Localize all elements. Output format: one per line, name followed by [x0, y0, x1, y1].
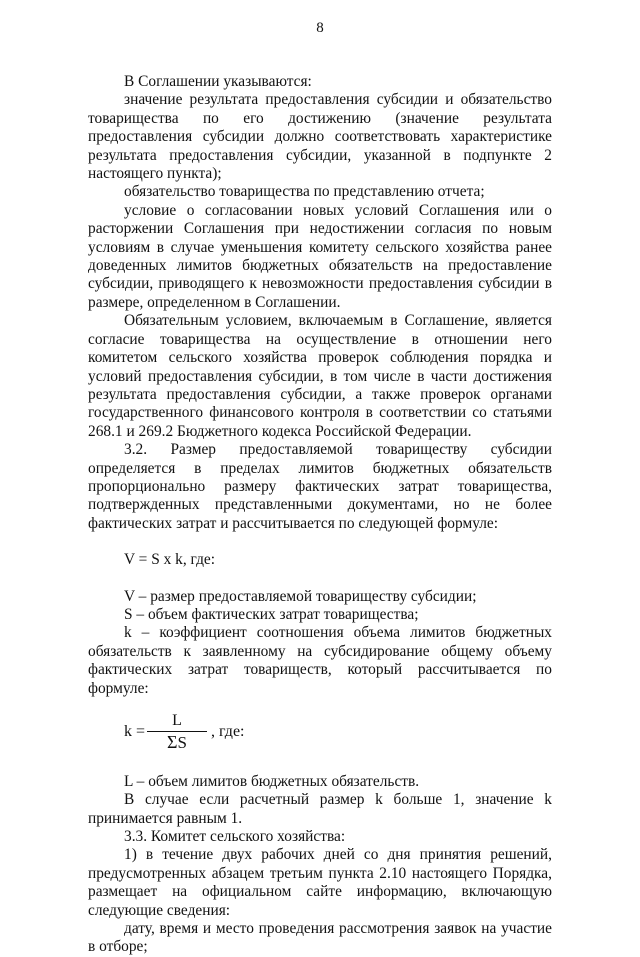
paragraph: S – объем фактических затрат товарищества;: [124, 605, 419, 623]
formula-k: [124, 712, 552, 753]
paragraph: обязательство товарищества по представлению отчета;: [124, 183, 485, 201]
formula-k-rhs: , где:: [211, 723, 245, 741]
paragraph: значение результата предоставления субсидии и обязательство товарищества по его достижению (значение результата предоставления субсидии должно соответствовать характеристике результата предоставления субсидии, указанной в подпункте 2 настоящего пункта);: [88, 91, 552, 183]
paragraph: условие о согласовании новых условий Соглашения или о расторжении Соглашения при недостижении согласия по новым условиям в случае уменьшения комитету сельского хозяйства ранее доведенных лимитов бюджетных обязательств на предоставление субсидии, приводящего к невозможности предоставления субсидии в размере, определенном в Соглашении.: [88, 201, 552, 311]
paragraph: дату, время и место проведения рассмотрения заявок на участие в отборе;: [88, 920, 552, 956]
paragraph: 3.3. Комитет сельского хозяйства:: [124, 828, 346, 846]
paragraph: Обязательным условием, включаемым в Соглашение, является согласие товарищества на осуществление в отношении него комитетом сельского хозяйства проверок соблюдения порядка и условий предоставления субсидии, в том числе в части достижения результата предоставления субсидии, а также проверок органами государственного финансового контроля в соответствии со статьями 268.1 и 269.2 Бюджетного кодекса Российской Федерации.: [88, 312, 552, 440]
paragraph: 1) в течение двух рабочих дней со дня принятия решений, предусмотренных абзацем третьим пункта 2.10 настоящего Порядка, размещает на официальном сайте информацию, включающую следующие сведения:: [88, 846, 552, 919]
paragraph: В случае если расчетный размер k больше 1, значение k принимается равным 1.: [88, 791, 552, 827]
paragraph: k – коэффициент соотношения объема лимитов бюджетных обязательств к заявленному на субсидирование общему объему фактических затрат товариществ, который рассчитывается по формуле:: [88, 624, 552, 697]
paragraph: V – размер предоставляемой товариществу субсидии;: [124, 587, 477, 605]
page-number: 8: [316, 20, 324, 36]
formula-k-fraction: [147, 712, 207, 753]
paragraph: 3.2. Размер предоставляемой товариществу субсидии определяется в пределах лимитов бюджетных обязательств пропорционально размеру фактических затрат товарищества, подтвержденных представленными документами, но не более фактических затрат и рассчитывается по следующей формуле:: [88, 441, 552, 532]
formula-k-denominator-var: S: [177, 733, 187, 753]
paragraph: В Соглашении указываются:: [124, 73, 312, 90]
formula-k-lhs: k =: [124, 723, 146, 741]
formula-k-numerator: L: [147, 712, 207, 732]
document-body: [88, 73, 552, 957]
sigma-symbol: Σ: [167, 732, 178, 753]
paragraph: L – объем лимитов бюджетных обязательств.: [124, 772, 420, 790]
formula-k-denominator: [167, 732, 187, 752]
formula-v: V = S x k, где:: [124, 551, 216, 569]
